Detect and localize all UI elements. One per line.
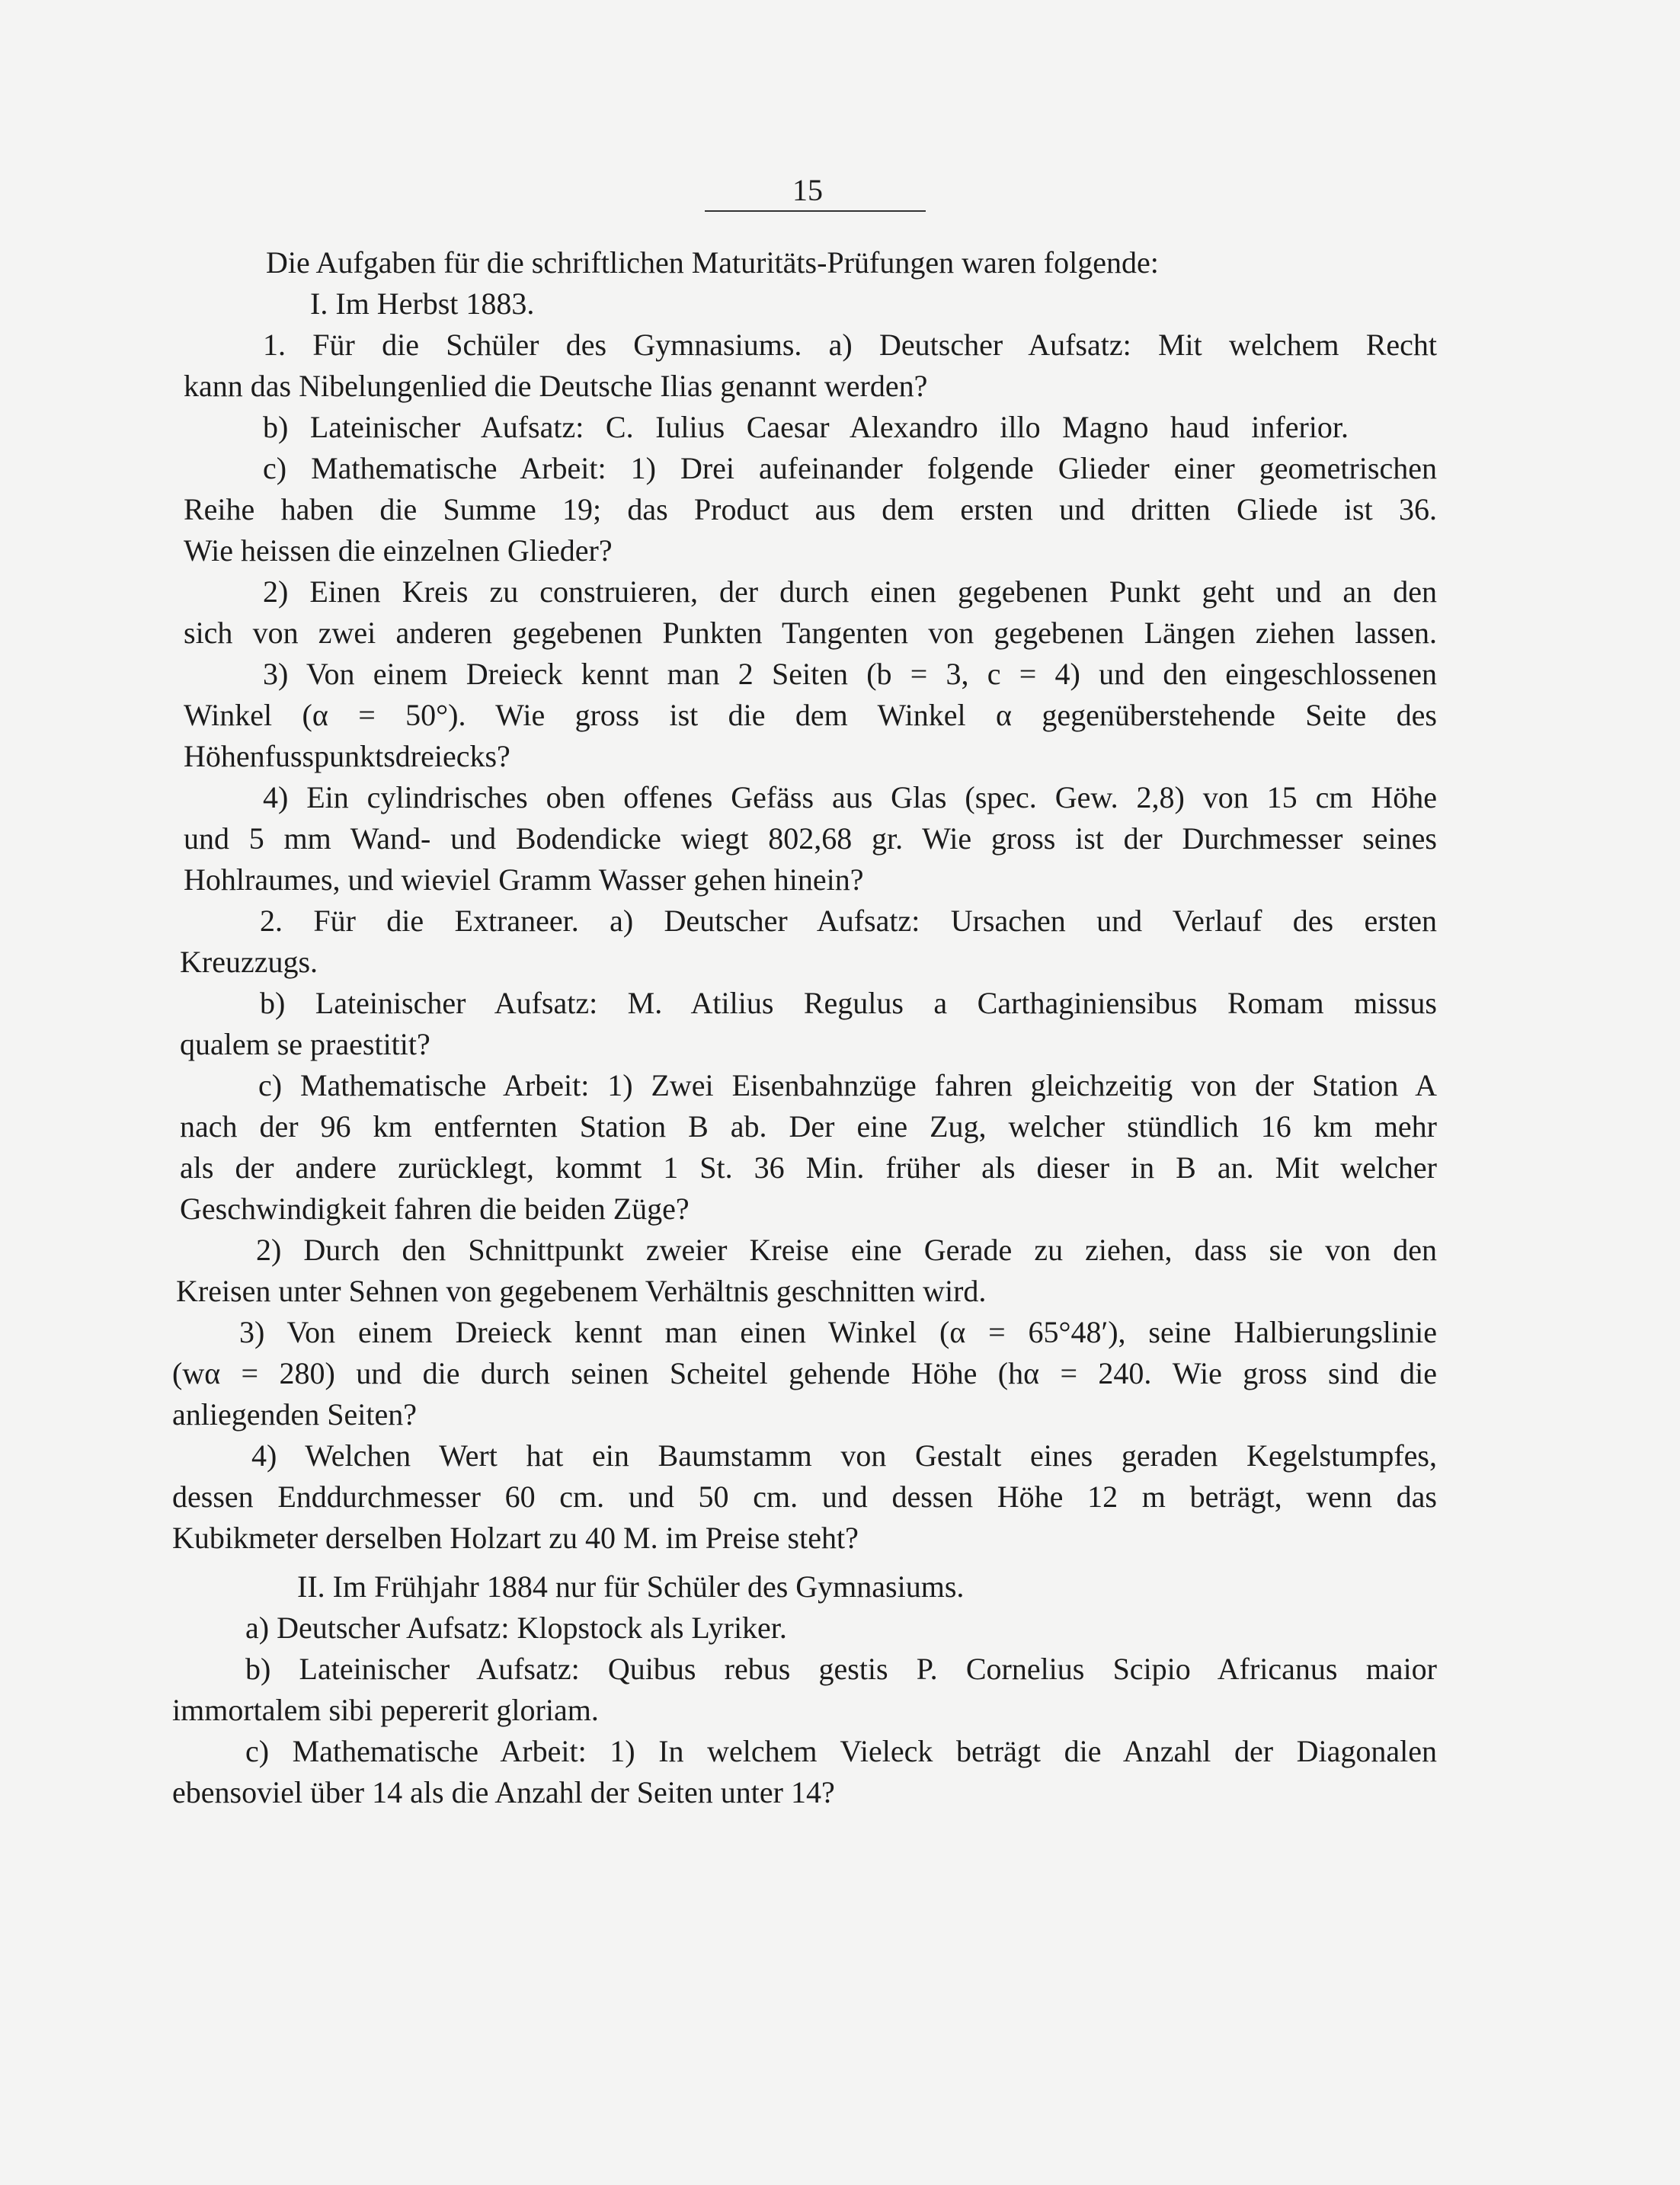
text-line: c) Mathematische Arbeit: 1) In welchem Vieleck beträgt die Anzahl der Diagonalen [245,1734,1437,1768]
text-line: ebensoviel über 14 als die Anzahl der Seiten unter 14? [172,1775,835,1809]
text-line: Geschwindigkeit fahren die beiden Züge? [180,1192,690,1226]
text-line: und 5 mm Wand- und Bodendicke wiegt 802,68 gr. Wie gross ist der Durchmesser seines [184,821,1437,856]
page-number: 15 [792,173,823,207]
text-line: 2. Für die Extraneer. a) Deutscher Aufsatz: Ursachen und Verlauf des ersten [260,904,1437,938]
intro-line: Die Aufgaben für die schriftlichen Maturitäts-Prüfungen waren folgende: [266,245,1159,280]
text-line: (wα = 280) und die durch seinen Scheitel gehende Höhe (hα = 240. Wie gross sind die [172,1356,1437,1390]
text-line: 3) Von einem Dreieck kennt man 2 Seiten (b = 3, c = 4) und den eingeschlossenen [263,657,1437,691]
text-line: Höhenfusspunktsdreiecks? [184,739,510,773]
text-line: als der andere zurücklegt, kommt 1 St. 36 Min. früher als dieser in B an. Mit welcher [180,1150,1437,1185]
text-line: a) Deutscher Aufsatz: Klopstock als Lyriker. [245,1611,787,1645]
text-line: Reihe haben die Summe 19; das Product aus dem ersten und dritten Gliede ist 36. [184,492,1437,526]
text-line: 2) Einen Kreis zu construieren, der durch einen gegebenen Punkt geht und an den [263,574,1437,609]
section-heading-2: II. Im Frühjahr 1884 nur für Schüler des Gymnasiums. [297,1569,965,1604]
header-rule [705,210,926,212]
text-line: Kreisen unter Sehnen von gegebenem Verhältnis geschnitten wird. [176,1274,987,1308]
text-line: sich von zwei anderen gegebenen Punkten Tangenten von gegebenen Längen ziehen lassen. [184,616,1437,650]
text-line: nach der 96 km entfernten Station B ab. Der eine Zug, welcher stündlich 16 km mehr [180,1109,1437,1144]
text-line: kann das Nibelungenlied die Deutsche Ilias genannt werden? [184,369,928,403]
text-line: Kubikmeter derselben Holzart zu 40 M. im Preise steht? [172,1521,859,1555]
text-line: 3) Von einem Dreieck kennt man einen Winkel (α = 65°48′), seine Halbierungslinie [239,1315,1437,1349]
text-line: 2) Durch den Schnittpunkt zweier Kreise eine Gerade zu ziehen, dass sie von den [256,1233,1437,1267]
text-line: b) Lateinischer Aufsatz: C. Iulius Caesar Alexandro illo Magno haud inferior. [263,410,1349,444]
text-line: Wie heissen die einzelnen Glieder? [184,533,613,568]
text-line: c) Mathematische Arbeit: 1) Drei aufeinander folgende Glieder einer geometrischen [263,451,1437,485]
text-line: Winkel (α = 50°). Wie gross ist die dem Winkel α gegenüberstehende Seite des [184,698,1437,732]
text-line: Hohlraumes, und wieviel Gramm Wasser gehen hinein? [184,862,864,897]
text-line: 1. Für die Schüler des Gymnasiums. a) Deutscher Aufsatz: Mit welchem Recht [263,328,1437,362]
text-line: b) Lateinischer Aufsatz: M. Atilius Regulus a Carthaginiensibus Romam missus [260,986,1437,1020]
text-line: qualem se praestitit? [180,1027,430,1061]
text-line: Kreuzzugs. [180,945,318,979]
text-line: c) Mathematische Arbeit: 1) Zwei Eisenbahnzüge fahren gleichzeitig von der Station A [258,1068,1437,1102]
section-heading-1: I. Im Herbst 1883. [310,286,535,321]
text-line: immortalem sibi pepererit gloriam. [172,1693,599,1727]
text-line: 4) Ein cylindrisches oben offenes Gefäss aus Glas (spec. Gew. 2,8) von 15 cm Höhe [263,780,1437,814]
text-line: b) Lateinischer Aufsatz: Quibus rebus gestis P. Cornelius Scipio Africanus maior [245,1652,1437,1686]
text-line: anliegenden Seiten? [172,1397,417,1432]
text-line: dessen Enddurchmesser 60 cm. und 50 cm. und dessen Höhe 12 m beträgt, wenn das [172,1480,1437,1514]
text-line: 4) Welchen Wert hat ein Baumstamm von Gestalt eines geraden Kegelstumpfes, [251,1438,1437,1473]
